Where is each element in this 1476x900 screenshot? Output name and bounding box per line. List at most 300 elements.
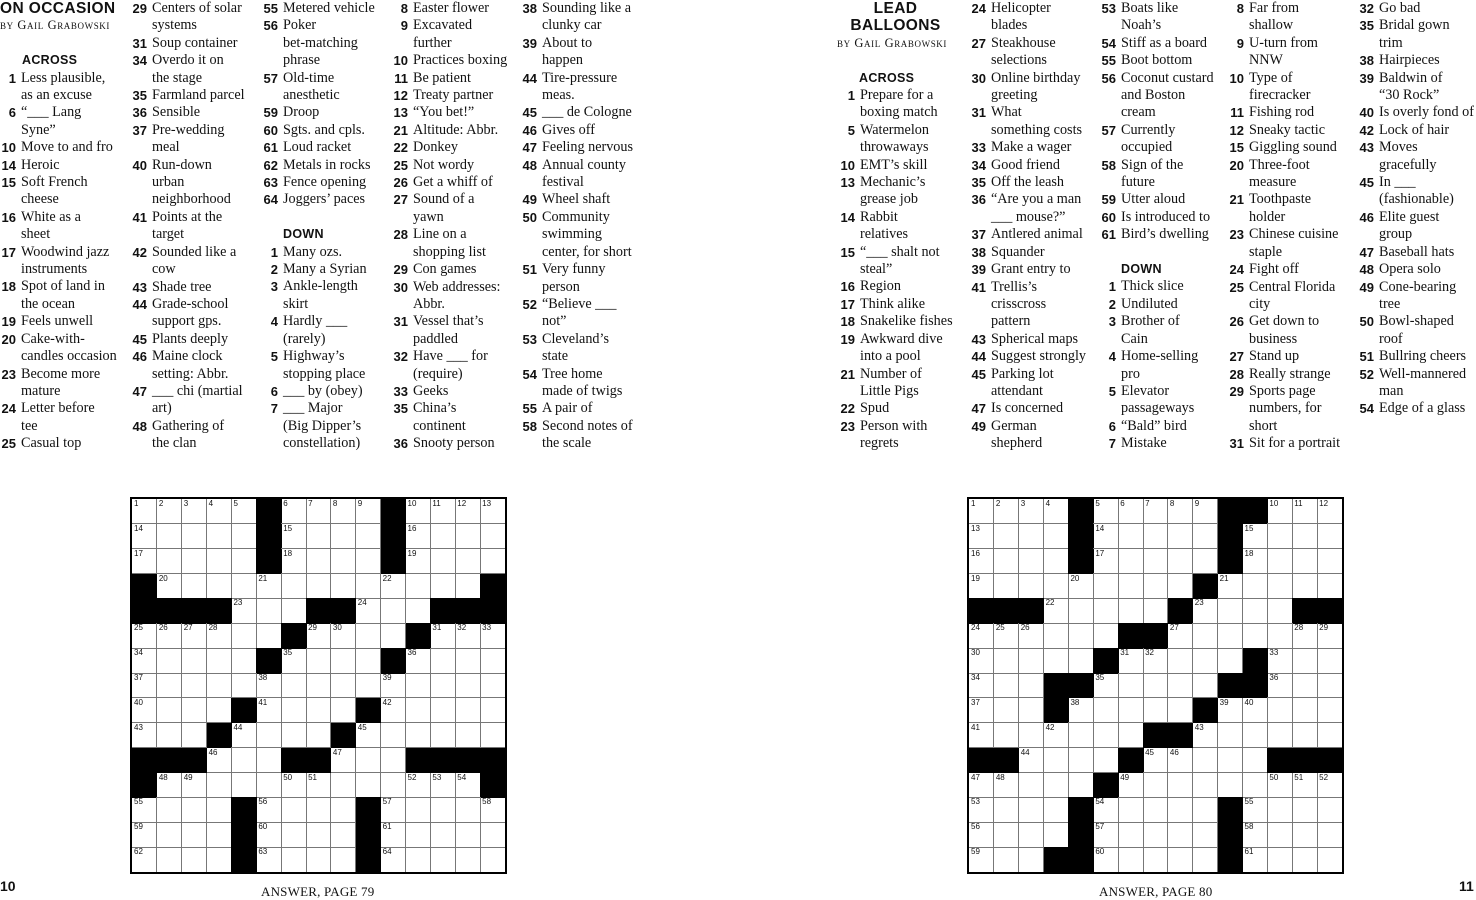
grid-cell[interactable]	[1243, 773, 1268, 798]
grid-cell[interactable]	[306, 773, 331, 798]
grid-cell[interactable]	[1317, 797, 1342, 822]
grid-cell[interactable]	[430, 648, 455, 673]
clue-item[interactable]	[1229, 191, 1351, 226]
grid-cell[interactable]	[306, 723, 331, 748]
grid-cell[interactable]	[430, 549, 455, 574]
grid-cell[interactable]	[1292, 797, 1317, 822]
grid-cell[interactable]	[1068, 648, 1093, 673]
grid-cell[interactable]	[381, 797, 406, 822]
grid-cell[interactable]	[1292, 623, 1317, 648]
clue-item[interactable]	[520, 157, 645, 192]
grid-cell[interactable]	[231, 723, 256, 748]
clue-item[interactable]	[837, 366, 959, 401]
grid-cell[interactable]	[1118, 598, 1143, 623]
grid-cell[interactable]	[1168, 623, 1193, 648]
clue-item[interactable]	[1357, 174, 1476, 209]
grid-cell[interactable]	[256, 698, 281, 723]
grid-cell[interactable]	[455, 499, 480, 524]
grid-cell[interactable]	[1044, 773, 1069, 798]
grid-cell[interactable]	[1218, 773, 1243, 798]
grid-cell[interactable]	[331, 549, 356, 574]
clue-item[interactable]	[1357, 279, 1476, 314]
grid-cell[interactable]	[381, 598, 406, 623]
grid-cell[interactable]	[1267, 822, 1292, 847]
grid-cell[interactable]	[182, 822, 207, 847]
grid-cell[interactable]	[256, 623, 281, 648]
grid-cell[interactable]	[1193, 499, 1218, 524]
grid-cell[interactable]	[1193, 524, 1218, 549]
clue-item[interactable]	[520, 331, 645, 366]
clue-item[interactable]	[391, 313, 516, 348]
grid-cell[interactable]	[969, 673, 994, 698]
grid-cell[interactable]	[1093, 598, 1118, 623]
clue-item[interactable]	[0, 157, 125, 174]
grid-cell[interactable]	[1292, 648, 1317, 673]
clue-item[interactable]	[1099, 418, 1225, 435]
grid-cell[interactable]	[1193, 723, 1218, 748]
grid-cell[interactable]	[306, 499, 331, 524]
clue-item[interactable]	[837, 157, 959, 174]
grid-cell[interactable]	[157, 773, 182, 798]
clue-item[interactable]	[969, 348, 1095, 365]
clue-item[interactable]	[261, 70, 386, 105]
clue-item[interactable]	[520, 209, 645, 261]
grid-cell[interactable]	[1317, 574, 1342, 599]
grid-cell[interactable]	[281, 574, 306, 599]
grid-cell[interactable]	[231, 648, 256, 673]
grid-cell[interactable]	[1267, 623, 1292, 648]
clue-item[interactable]	[520, 400, 645, 417]
grid-cell[interactable]	[406, 797, 431, 822]
grid-cell[interactable]	[306, 847, 331, 872]
grid-cell[interactable]	[1118, 499, 1143, 524]
clue-item[interactable]	[520, 296, 645, 331]
grid-cell[interactable]	[969, 847, 994, 872]
clue-item[interactable]	[130, 52, 255, 87]
grid-cell[interactable]	[1267, 698, 1292, 723]
clue-item[interactable]	[1229, 313, 1351, 348]
clue-item[interactable]	[1099, 383, 1225, 418]
clue-item[interactable]	[520, 0, 645, 35]
clue-item[interactable]	[969, 70, 1095, 105]
grid-cell[interactable]	[406, 822, 431, 847]
clue-item[interactable]	[261, 278, 386, 313]
grid-cell[interactable]	[1193, 549, 1218, 574]
grid-cell[interactable]	[1143, 524, 1168, 549]
grid-cell[interactable]	[1068, 698, 1093, 723]
clue-item[interactable]	[1229, 366, 1351, 383]
grid-cell[interactable]	[455, 773, 480, 798]
grid-cell[interactable]	[182, 698, 207, 723]
grid-cell[interactable]	[281, 723, 306, 748]
grid-cell[interactable]	[1019, 822, 1044, 847]
grid-cell[interactable]	[281, 847, 306, 872]
clue-item[interactable]	[837, 418, 959, 453]
clue-item[interactable]	[1099, 348, 1225, 383]
grid-cell[interactable]	[1044, 723, 1069, 748]
clue-item[interactable]	[0, 400, 125, 435]
grid-cell[interactable]	[207, 847, 232, 872]
clue-item[interactable]	[837, 87, 959, 122]
grid-cell[interactable]	[1243, 623, 1268, 648]
clue-item[interactable]	[130, 331, 255, 348]
grid-cell[interactable]	[430, 574, 455, 599]
grid-cell[interactable]	[381, 574, 406, 599]
grid-cell[interactable]	[231, 524, 256, 549]
grid-cell[interactable]	[1168, 574, 1193, 599]
clue-item[interactable]	[391, 261, 516, 278]
clue-item[interactable]	[1229, 104, 1351, 121]
clue-item[interactable]	[391, 279, 516, 314]
grid-cell[interactable]	[1118, 847, 1143, 872]
grid-cell[interactable]	[132, 797, 157, 822]
clue-item[interactable]	[0, 70, 125, 105]
clue-item[interactable]	[1099, 70, 1225, 122]
grid-cell[interactable]	[281, 648, 306, 673]
clue-item[interactable]	[1099, 296, 1225, 313]
clue-item[interactable]	[1099, 435, 1225, 452]
grid-cell[interactable]	[1019, 549, 1044, 574]
clue-item[interactable]	[391, 87, 516, 104]
grid-cell[interactable]	[256, 673, 281, 698]
grid-cell[interactable]	[1317, 723, 1342, 748]
grid-cell[interactable]	[1019, 499, 1044, 524]
grid-cell[interactable]	[1168, 822, 1193, 847]
grid-cell[interactable]	[994, 673, 1019, 698]
grid-cell[interactable]	[1143, 698, 1168, 723]
grid-cell[interactable]	[281, 698, 306, 723]
grid-cell[interactable]	[1168, 524, 1193, 549]
grid-cell[interactable]	[331, 524, 356, 549]
grid-cell[interactable]	[1019, 748, 1044, 773]
grid-cell[interactable]	[306, 524, 331, 549]
clue-item[interactable]	[1357, 366, 1476, 401]
grid-cell[interactable]	[430, 499, 455, 524]
grid-cell[interactable]	[1168, 673, 1193, 698]
grid-cell[interactable]	[1168, 748, 1193, 773]
grid-cell[interactable]	[157, 698, 182, 723]
grid-cell[interactable]	[1068, 598, 1093, 623]
grid-cell[interactable]	[1093, 524, 1118, 549]
grid-cell[interactable]	[406, 648, 431, 673]
grid-cell[interactable]	[231, 623, 256, 648]
clue-item[interactable]	[520, 191, 645, 208]
grid-cell[interactable]	[356, 598, 381, 623]
grid-cell[interactable]	[406, 574, 431, 599]
clue-item[interactable]	[1357, 17, 1476, 52]
grid-cell[interactable]	[182, 673, 207, 698]
grid-cell[interactable]	[1143, 499, 1168, 524]
clue-item[interactable]	[969, 366, 1095, 401]
clue-item[interactable]	[130, 418, 255, 453]
grid-cell[interactable]	[132, 648, 157, 673]
grid-cell[interactable]	[182, 499, 207, 524]
clue-item[interactable]	[391, 400, 516, 435]
grid-cell[interactable]	[182, 723, 207, 748]
grid-cell[interactable]	[969, 773, 994, 798]
clue-item[interactable]	[1099, 313, 1225, 348]
grid-cell[interactable]	[1292, 574, 1317, 599]
grid-cell[interactable]	[256, 797, 281, 822]
grid-cell[interactable]	[1093, 723, 1118, 748]
clue-item[interactable]	[130, 122, 255, 157]
clue-item[interactable]	[969, 418, 1095, 453]
grid-cell[interactable]	[994, 847, 1019, 872]
grid-cell[interactable]	[281, 822, 306, 847]
grid-cell[interactable]	[132, 723, 157, 748]
grid-cell[interactable]	[1267, 847, 1292, 872]
grid-cell[interactable]	[480, 797, 505, 822]
grid-cell[interactable]	[1019, 698, 1044, 723]
grid-cell[interactable]	[306, 698, 331, 723]
grid-cell[interactable]	[969, 524, 994, 549]
clue-item[interactable]	[391, 17, 516, 52]
grid-cell[interactable]	[132, 623, 157, 648]
clue-item[interactable]	[261, 157, 386, 174]
clue-item[interactable]	[520, 366, 645, 401]
clue-item[interactable]	[391, 157, 516, 174]
grid-cell[interactable]	[331, 698, 356, 723]
grid-cell[interactable]	[356, 623, 381, 648]
grid-cell[interactable]	[281, 549, 306, 574]
clue-item[interactable]	[261, 17, 386, 69]
grid-cell[interactable]	[1019, 773, 1044, 798]
grid-cell[interactable]	[1143, 748, 1168, 773]
grid-cell[interactable]	[969, 623, 994, 648]
grid-cell[interactable]	[207, 499, 232, 524]
clue-item[interactable]	[130, 87, 255, 104]
grid-cell[interactable]	[430, 797, 455, 822]
grid-cell[interactable]	[356, 773, 381, 798]
grid-cell[interactable]	[1118, 673, 1143, 698]
clue-item[interactable]	[261, 313, 386, 348]
clue-item[interactable]	[1357, 313, 1476, 348]
grid-cell[interactable]	[256, 773, 281, 798]
grid-cell[interactable]	[1068, 748, 1093, 773]
clue-item[interactable]	[837, 313, 959, 330]
clue-item[interactable]	[520, 70, 645, 105]
grid-cell[interactable]	[281, 797, 306, 822]
grid-cell[interactable]	[994, 549, 1019, 574]
grid-cell[interactable]	[1044, 623, 1069, 648]
clue-item[interactable]	[1099, 122, 1225, 157]
grid-cell[interactable]	[430, 822, 455, 847]
grid-cell[interactable]	[1267, 524, 1292, 549]
grid-cell[interactable]	[994, 822, 1019, 847]
grid-cell[interactable]	[182, 549, 207, 574]
grid-cell[interactable]	[231, 748, 256, 773]
clue-item[interactable]	[130, 244, 255, 279]
grid-cell[interactable]	[1093, 847, 1118, 872]
grid-cell[interactable]	[331, 773, 356, 798]
grid-cell[interactable]	[1019, 648, 1044, 673]
grid-cell[interactable]	[1019, 574, 1044, 599]
clue-item[interactable]	[391, 122, 516, 139]
clue-item[interactable]	[837, 400, 959, 417]
grid-cell[interactable]	[1267, 499, 1292, 524]
grid-cell[interactable]	[381, 822, 406, 847]
grid-cell[interactable]	[132, 499, 157, 524]
grid-cell[interactable]	[994, 648, 1019, 673]
grid-cell[interactable]	[157, 574, 182, 599]
clue-item[interactable]	[130, 209, 255, 244]
grid-cell[interactable]	[182, 773, 207, 798]
grid-cell[interactable]	[1118, 822, 1143, 847]
grid-cell[interactable]	[1143, 673, 1168, 698]
grid-cell[interactable]	[182, 648, 207, 673]
grid-cell[interactable]	[1093, 623, 1118, 648]
grid-cell[interactable]	[1093, 797, 1118, 822]
clue-item[interactable]	[1229, 435, 1351, 452]
clue-item[interactable]	[391, 70, 516, 87]
clue-item[interactable]	[1357, 261, 1476, 278]
grid-cell[interactable]	[1243, 748, 1268, 773]
grid-cell[interactable]	[157, 822, 182, 847]
grid-cell[interactable]	[994, 723, 1019, 748]
grid-cell[interactable]	[455, 673, 480, 698]
clue-item[interactable]	[1099, 0, 1225, 35]
grid-cell[interactable]	[1218, 748, 1243, 773]
grid-cell[interactable]	[356, 524, 381, 549]
grid-cell[interactable]	[1118, 797, 1143, 822]
grid-cell[interactable]	[1093, 698, 1118, 723]
clue-item[interactable]	[130, 0, 255, 35]
grid-cell[interactable]	[157, 499, 182, 524]
clue-item[interactable]	[969, 174, 1095, 191]
clue-item[interactable]	[969, 331, 1095, 348]
grid-cell[interactable]	[157, 549, 182, 574]
grid-cell[interactable]	[281, 598, 306, 623]
clue-item[interactable]	[1229, 279, 1351, 314]
grid-cell[interactable]	[1168, 797, 1193, 822]
grid-cell[interactable]	[1044, 499, 1069, 524]
grid-cell[interactable]	[132, 847, 157, 872]
clue-item[interactable]	[1229, 226, 1351, 261]
grid-cell[interactable]	[381, 623, 406, 648]
clue-item[interactable]	[520, 418, 645, 453]
grid-cell[interactable]	[480, 549, 505, 574]
clue-item[interactable]	[837, 122, 959, 157]
grid-cell[interactable]	[430, 773, 455, 798]
grid-cell[interactable]	[356, 723, 381, 748]
grid-cell[interactable]	[480, 822, 505, 847]
grid-cell[interactable]	[969, 698, 994, 723]
grid-cell[interactable]	[207, 797, 232, 822]
grid-cell[interactable]	[256, 598, 281, 623]
grid-cell[interactable]	[1093, 499, 1118, 524]
clue-item[interactable]	[1099, 226, 1225, 243]
grid-cell[interactable]	[331, 847, 356, 872]
grid-cell[interactable]	[969, 797, 994, 822]
clue-item[interactable]	[261, 244, 386, 261]
clue-item[interactable]	[1357, 244, 1476, 261]
grid-cell[interactable]	[157, 524, 182, 549]
grid-cell[interactable]	[331, 748, 356, 773]
clue-item[interactable]	[0, 104, 125, 139]
clue-item[interactable]	[391, 226, 516, 261]
grid-cell[interactable]	[1292, 773, 1317, 798]
grid-cell[interactable]	[455, 847, 480, 872]
grid-cell[interactable]	[480, 673, 505, 698]
grid-cell[interactable]	[1118, 574, 1143, 599]
grid-cell[interactable]	[231, 574, 256, 599]
grid-cell[interactable]	[406, 847, 431, 872]
grid-cell[interactable]	[1243, 723, 1268, 748]
grid-cell[interactable]	[157, 723, 182, 748]
grid-cell[interactable]	[157, 797, 182, 822]
grid-cell[interactable]	[157, 847, 182, 872]
grid-cell[interactable]	[1143, 598, 1168, 623]
clue-item[interactable]	[391, 0, 516, 17]
grid-cell[interactable]	[1118, 773, 1143, 798]
clue-item[interactable]	[0, 278, 125, 313]
grid-cell[interactable]	[256, 847, 281, 872]
clue-item[interactable]	[1357, 0, 1476, 17]
grid-cell[interactable]	[1317, 847, 1342, 872]
grid-cell[interactable]	[1243, 698, 1268, 723]
grid-cell[interactable]	[406, 598, 431, 623]
grid-cell[interactable]	[1068, 623, 1093, 648]
grid-cell[interactable]	[1143, 847, 1168, 872]
grid-cell[interactable]	[430, 723, 455, 748]
grid-cell[interactable]	[157, 673, 182, 698]
grid-cell[interactable]	[994, 499, 1019, 524]
clue-item[interactable]	[130, 296, 255, 331]
grid-cell[interactable]	[207, 673, 232, 698]
grid-cell[interactable]	[994, 574, 1019, 599]
grid-cell[interactable]	[1093, 574, 1118, 599]
clue-item[interactable]	[1357, 104, 1476, 121]
clue-item[interactable]	[391, 174, 516, 191]
clue-item[interactable]	[837, 244, 959, 279]
grid-cell[interactable]	[331, 822, 356, 847]
clue-item[interactable]	[0, 313, 125, 330]
clue-item[interactable]	[1099, 278, 1225, 295]
grid-cell[interactable]	[381, 748, 406, 773]
grid-cell[interactable]	[1193, 748, 1218, 773]
grid-cell[interactable]	[1193, 648, 1218, 673]
clue-item[interactable]	[130, 35, 255, 52]
clue-item[interactable]	[261, 104, 386, 121]
grid-cell[interactable]	[406, 524, 431, 549]
clue-item[interactable]	[969, 400, 1095, 417]
clue-item[interactable]	[1229, 139, 1351, 156]
grid-cell[interactable]	[1143, 773, 1168, 798]
clue-item[interactable]	[0, 435, 125, 452]
clue-item[interactable]	[1229, 0, 1351, 35]
clue-item[interactable]	[520, 104, 645, 121]
clue-item[interactable]	[837, 331, 959, 366]
grid-cell[interactable]	[994, 797, 1019, 822]
grid-cell[interactable]	[331, 797, 356, 822]
grid-cell[interactable]	[455, 797, 480, 822]
clue-item[interactable]	[1357, 400, 1476, 417]
grid-cell[interactable]	[1093, 673, 1118, 698]
grid-cell[interactable]	[994, 773, 1019, 798]
clue-item[interactable]	[1099, 35, 1225, 52]
grid-cell[interactable]	[994, 698, 1019, 723]
grid-cell[interactable]	[1243, 847, 1268, 872]
grid-cell[interactable]	[1118, 723, 1143, 748]
grid-cell[interactable]	[1292, 847, 1317, 872]
clue-item[interactable]	[969, 0, 1095, 35]
clue-item[interactable]	[261, 400, 386, 452]
clue-item[interactable]	[391, 348, 516, 383]
grid-cell[interactable]	[1044, 797, 1069, 822]
clue-item[interactable]	[0, 209, 125, 244]
clue-item[interactable]	[969, 139, 1095, 156]
grid-cell[interactable]	[207, 698, 232, 723]
